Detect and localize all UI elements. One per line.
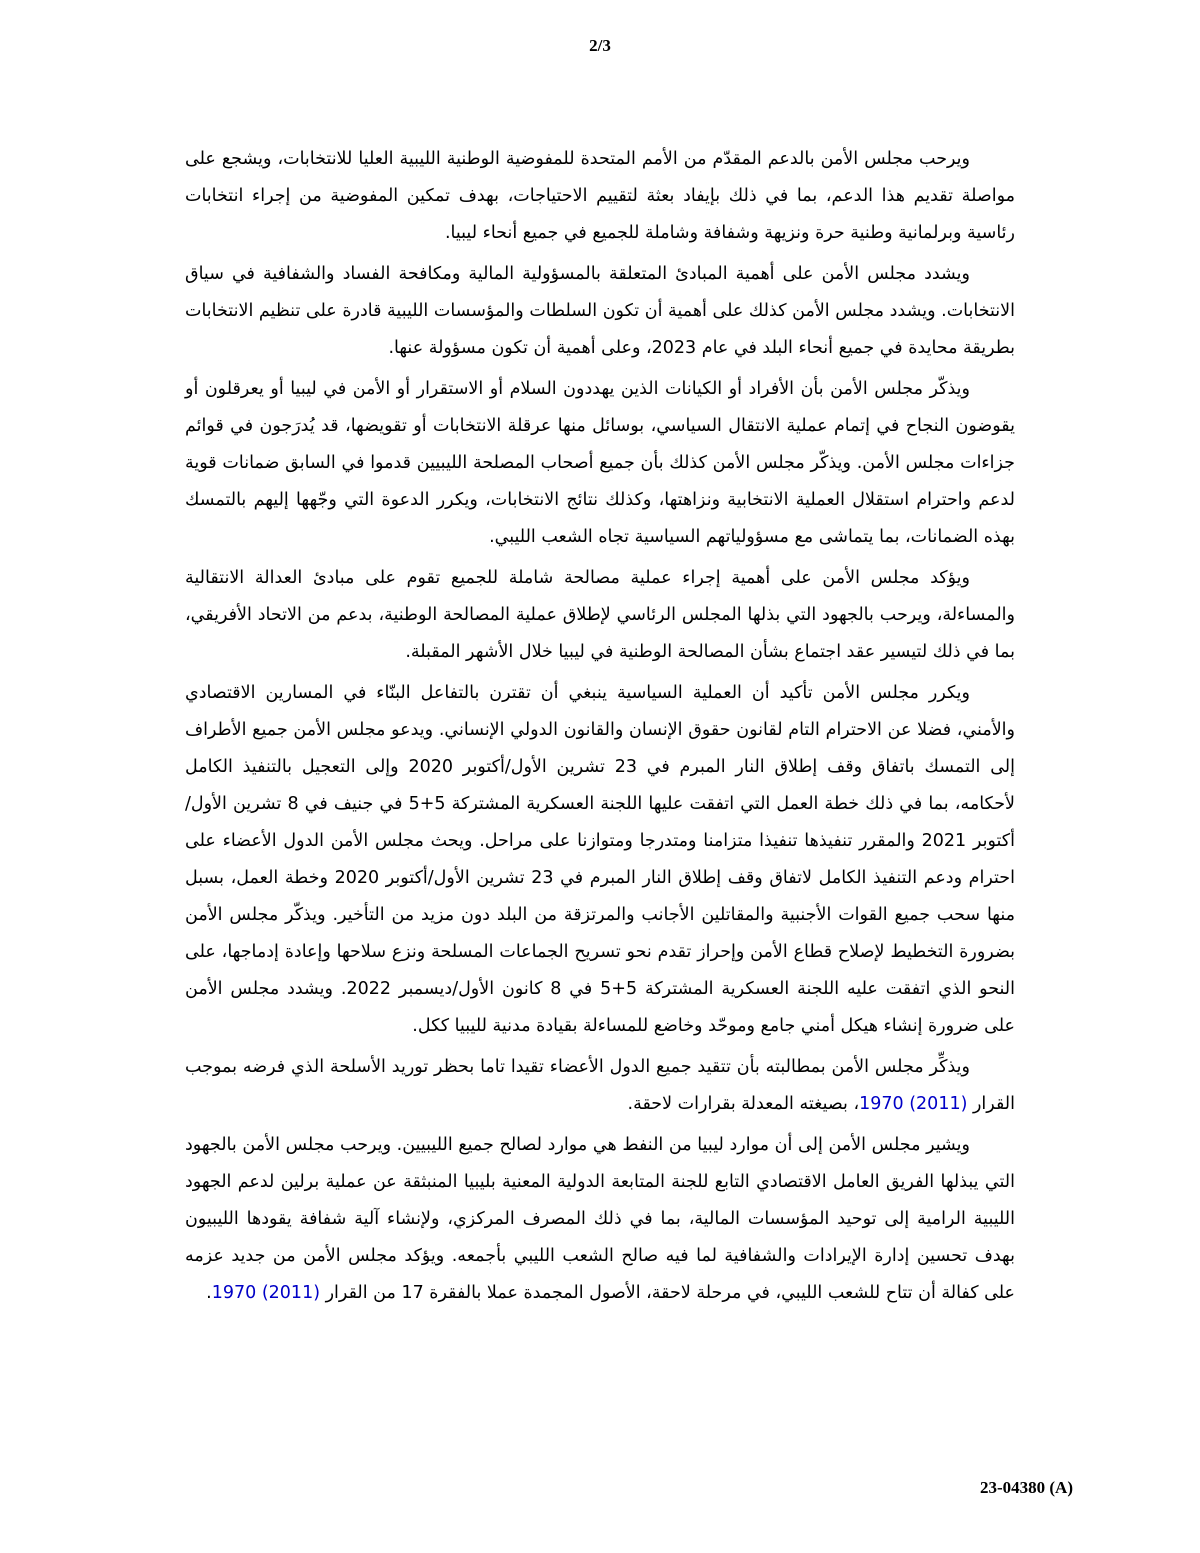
paragraph-text: ويذكِّر مجلس الأمن بمطالبته بأن تتقيد جميع الدول الأعضاء تقيدا تاما بحظر توريد الأسلحة الذي فرضه بموجب القرار — [185, 1057, 1015, 1114]
paragraph — [185, 256, 1015, 367]
paragraph — [185, 560, 1015, 671]
document-body — [185, 141, 1015, 1316]
document-symbol: 23-04380 (A) — [979, 1478, 1073, 1497]
paragraph-text: ويؤكد مجلس الأمن على أهمية إجراء عملية مصالحة شاملة للجميع تقوم على مبادئ العدالة الانتقالية والمساءلة، ويرحب بالجهود التي بذلها المجلس الرئاسي لإطلاق عملية المصالحة الوطنية، بدعم من الاتحاد الأفريقي، بما في ذلك لتيسير عقد اجتماع بشأن المصالحة الوطنية في ليبيا خلال الأشهر المقبلة. — [185, 568, 1015, 662]
paragraph-text: . — [206, 1283, 212, 1303]
paragraph-text: ويرحب مجلس الأمن بالدعم المقدّم من الأمم المتحدة للمفوضية الوطنية الليبية العليا للانتخابات، ويشجع على مواصلة تقديم هذا الدعم، بما في ذلك بإيفاد بعثة لتقييم الاحتياجات، بهدف تمكين المفوضية من إجراء انتخابات رئاسية وبرلمانية وطنية حرة ونزيهة وشفافة وشاملة للجميع في جميع أنحاء ليبيا. — [185, 149, 1015, 243]
paragraph — [185, 141, 1015, 252]
paragraph-text: ويكرر مجلس الأمن تأكيد أن العملية السياسية ينبغي أن تقترن بالتفاعل البنّاء في المسارين الاقتصادي والأمني، فضلا عن الاحترام التام لقانون حقوق الإنسان والقانون الدولي الإنساني. ويدعو مجلس الأمن جميع الأطراف إلى التمسك باتفاق وقف إطلاق النار المبرم في 23 تشرين الأول/أكتوبر 2020 وإلى التعجيل بالتنفيذ الكامل لأحكامه، بما في ذلك خطة العمل التي اتفقت عليها اللجنة العسكرية المشتركة 5+5 في جنيف في 8 تشرين الأول/أكتوبر 2021 والمقرر تنفيذها تنفيذا متزامنا ومتدرجا ومتوازنا على مراحل. ويحث مجلس الأمن الدول الأعضاء على احترام ودعم التنفيذ الكامل لاتفاق وقف إطلاق النار المبرم في 23 تشرين الأول/أكتوبر 2020 وخطة العمل، بسبل منها سحب جميع القوات الأجنبية والمقاتلين الأجانب والمرتزقة من البلد دون مزيد من التأخير. ويذكّر مجلس الأمن بضرورة التخطيط لإصلاح قطاع الأمن وإحراز تقدم نحو تسريح الجماعات المسلحة ونزع سلاحها وإعادة إدماجها، على النحو الذي اتفقت عليه اللجنة العسكرية المشتركة 5+5 في 8 كانون الأول/ديسمبر 2022. ويشدد مجلس الأمن على ضرورة إنشاء هيكل أمني جامع وموحّد وخاضع للمساءلة بقيادة مدنية لليبيا ككل. — [185, 683, 1016, 1036]
paragraph — [185, 675, 1015, 1045]
resolution-link[interactable]: 1970 (2011) — [211, 1283, 321, 1303]
paragraph — [185, 1127, 1015, 1312]
paragraph — [185, 371, 1015, 556]
paragraph-text: ويشدد مجلس الأمن على أهمية المبادئ المتعلقة بالمسؤولية المالية ومكافحة الفساد والشفافية في سياق الانتخابات. ويشدد مجلس الأمن كذلك على أهمية أن تكون السلطات والمؤسسات الليبية قادرة على تنظيم الانتخابات بطريقة محايدة في جميع أنحاء البلد في عام 2023، وعلى أهمية أن تكون مسؤولة عنها. — [185, 264, 1015, 358]
paragraph — [185, 1049, 1015, 1123]
paragraph-text: ويشير مجلس الأمن إلى أن موارد ليبيا من النفط هي موارد لصالح جميع الليبيين. ويرحب مجلس الأمن بالجهود التي يبذلها الفريق العامل الاقتصادي التابع للجنة المتابعة الدولية المعنية بليبيا المنبثقة عن عملية برلين لدعم الجهود الليبية الرامية إلى توحيد المؤسسات المالية، بما في ذلك المصرف المركزي، ولإنشاء آلية شفافة يقودها الليبيون بهدف تحسين إدارة الإيرادات والشفافية لما فيه صالح الشعب الليبي بأجمعه. ويؤكد مجلس الأمن من جديد عزمه على كفالة أن تتاح للشعب الليبي، في مرحلة لاحقة، الأصول المجمدة عملا بالفقرة 17 من القرار — [185, 1135, 1015, 1303]
paragraph-text: ، بصيغته المعدلة بقرارات لاحقة. — [627, 1094, 860, 1114]
page-number: 2/3 — [589, 36, 611, 55]
paragraph-text: ويذكّر مجلس الأمن بأن الأفراد أو الكيانات الذين يهددون السلام أو الاستقرار أو الأمن في ليبيا أو يعرقلون أو يقوضون النجاح في إتمام عملية الانتقال السياسي، بوسائل منها عرقلة الانتخابات أو تقويضها، قد يُدرَجون في قوائم جزاءات مجلس الأمن. ويذكّر مجلس الأمن كذلك بأن جميع أصحاب المصلحة الليبيين قدموا في السابق ضمانات قوية لدعم واحترام استقلال العملية الانتخابية ونزاهتها، وكذلك نتائج الانتخابات، ويكرر الدعوة التي وجّهها إليهم بالتمسك بهذه الضمانات، بما يتماشى مع مسؤولياتهم السياسية تجاه الشعب الليبي. — [185, 379, 1015, 547]
resolution-link[interactable]: 1970 (2011) — [859, 1094, 968, 1114]
